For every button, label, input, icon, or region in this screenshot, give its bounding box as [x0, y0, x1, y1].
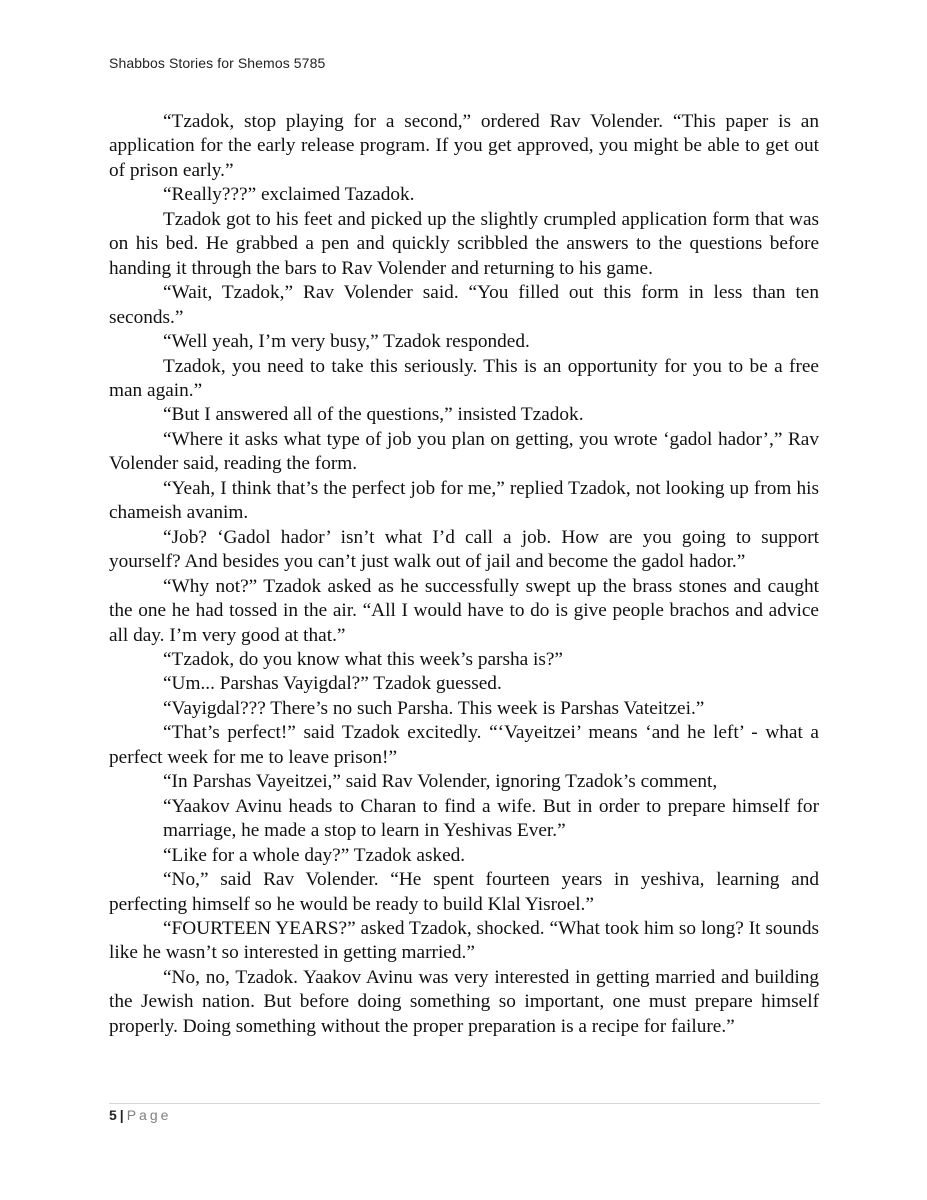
- paragraph: “Um... Parshas Vayigdal?” Tzadok guessed.: [163, 673, 502, 695]
- paragraph: “Really???” exclaimed Tazadok.: [163, 184, 415, 206]
- page-number: 5: [109, 1107, 117, 1123]
- footer-divider: [109, 1103, 820, 1104]
- paragraph: “Yeah, I think that’s the perfect job for me,” replied Tzadok, not looking up from his chameish avanim.: [109, 477, 819, 524]
- paragraph: Tzadok got to his feet and picked up the slightly crumpled application form that was on his bed. He grabbed a pen and quickly scribbled the answers to the questions before handing it through the bars to Rav Volender and returning to his game.: [109, 208, 819, 279]
- story-body: [109, 110, 819, 1039]
- paragraph: “Tzadok, do you know what this week’s parsha is?”: [163, 648, 563, 670]
- paragraph: “No,” said Rav Volender. “He spent fourteen years in yeshiva, learning and perfecting himself so he would be ready to build Klal Yisroel.”: [109, 869, 819, 915]
- paragraph: “Vayigdal??? There’s no such Parsha. This week is Parshas Vateitzei.”: [163, 697, 705, 719]
- paragraph: “Why not?” Tzadok asked as he successfully swept up the brass stones and caught the one he had tossed in the air. “All I would have to do is give people brachos and advice all day. I’m very good at that.”: [109, 575, 819, 646]
- indented-paragraph: “Yaakov Avinu heads to Charan to find a wife. But in order to prepare himself for marriage, he made a stop to learn in Yeshivas Ever.”: [163, 795, 819, 842]
- paragraph: “Where it asks what type of job you plan on getting, you wrote ‘gadol hador’,” Rav Volender said, reading the form.: [109, 428, 819, 475]
- paragraph: “But I answered all of the questions,” insisted Tzadok.: [163, 404, 584, 426]
- paragraph: Tzadok, you need to take this seriously. This is an opportunity for you to be a free man again.”: [109, 355, 819, 401]
- paragraph: “That’s perfect!” said Tzadok excitedly. “‘Vayeitzei’ means ‘and he left’ - what a perfect week for me to leave prison!”: [109, 722, 819, 768]
- paragraph: “Tzadok, stop playing for a second,” ordered Rav Volender. “This paper is an application for the early release program. If you get approved, you might be able to get out of prison early.”: [109, 111, 819, 181]
- paragraph: “FOURTEEN YEARS?” asked Tzadok, shocked. “What took him so long? It sounds like he wasn’t so interested in getting married.”: [109, 917, 819, 964]
- paragraph: “Wait, Tzadok,” Rav Volender said. “You filled out this form in less than ten seconds.”: [109, 282, 819, 328]
- paragraph: “Like for a whole day?” Tzadok asked.: [163, 844, 466, 866]
- paragraph: “In Parshas Vayeitzei,” said Rav Volender, ignoring Tzadok’s comment,: [163, 771, 718, 793]
- paragraph: “No, no, Tzadok. Yaakov Avinu was very interested in getting married and building the Jewish nation. But before doing something so important, one must prepare himself properly. Doing something without the proper preparation is a recipe for failure.”: [109, 966, 819, 1037]
- page-footer: [109, 1107, 171, 1123]
- paragraph: “Well yeah, I’m very busy,” Tzadok responded.: [163, 331, 530, 353]
- running-header: Shabbos Stories for Shemos 5785: [109, 55, 326, 71]
- footer-separator: |: [119, 1107, 124, 1123]
- page-label: Page: [126, 1107, 172, 1123]
- paragraph: “Job? ‘Gadol hador’ isn’t what I’d call a job. How are you going to support yourself? And besides you can’t just walk out of jail and become the gadol hador.”: [109, 526, 819, 573]
